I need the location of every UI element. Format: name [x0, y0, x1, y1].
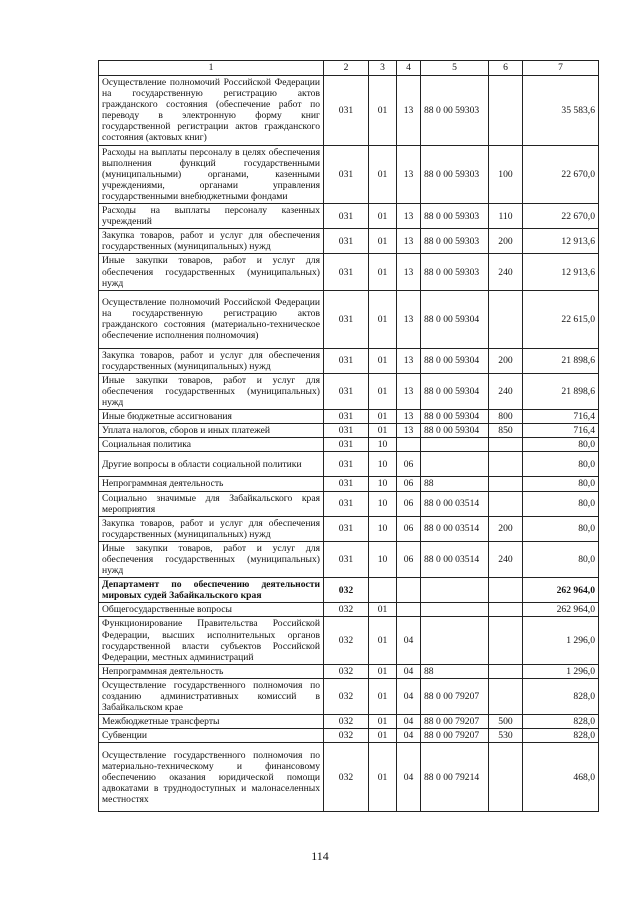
table-row	[99, 229, 599, 254]
amount-cell: 262 964,0	[523, 578, 599, 603]
subsection-code-cell: 13	[397, 76, 421, 146]
section-code-cell: 01	[369, 729, 397, 743]
subsection-code-cell: 04	[397, 715, 421, 729]
table-row	[99, 516, 599, 541]
target-article-cell: 88 0 00 79207	[421, 715, 489, 729]
expense-type-cell: 240	[489, 541, 523, 577]
amount-cell: 80,0	[523, 516, 599, 541]
expense-type-cell	[489, 491, 523, 516]
amount-cell: 80,0	[523, 452, 599, 477]
budget-table	[98, 60, 599, 812]
row-name-cell: Иные закупки товаров, работ и услуг для обеспечения государственных (муниципальных) нужд	[99, 373, 324, 409]
row-name-cell: Закупка товаров, работ и услуг для обеспечения государственных (муниципальных) нужд	[99, 229, 324, 254]
subsection-code-cell: 13	[397, 373, 421, 409]
header-cell-4: 4	[397, 61, 421, 76]
subsection-code-cell: 13	[397, 254, 421, 290]
row-name-cell: Иные закупки товаров, работ и услуг для обеспечения государственных (муниципальных) нужд	[99, 254, 324, 290]
section-code-cell: 01	[369, 617, 397, 664]
row-name-cell: Расходы на выплаты персоналу казенных учреждений	[99, 204, 324, 229]
target-article-cell: 88 0 00 79207	[421, 678, 489, 714]
subsection-code-cell: 04	[397, 743, 421, 812]
ministry-code-cell: 031	[324, 76, 369, 146]
section-code-cell: 01	[369, 76, 397, 146]
target-article-cell: 88 0 00 03514	[421, 491, 489, 516]
subsection-code-cell: 06	[397, 452, 421, 477]
header-cell-2: 2	[324, 61, 369, 76]
amount-cell: 12 913,6	[523, 254, 599, 290]
subsection-code-cell: 13	[397, 204, 421, 229]
row-name-cell: Уплата налогов, сборов и иных платежей	[99, 424, 324, 438]
section-code-cell: 10	[369, 541, 397, 577]
section-code-cell: 10	[369, 438, 397, 452]
section-code-cell: 01	[369, 145, 397, 203]
amount-cell: 22 615,0	[523, 290, 599, 348]
table-row	[99, 743, 599, 812]
table-row	[99, 424, 599, 438]
table-row	[99, 617, 599, 664]
expense-type-cell: 240	[489, 373, 523, 409]
amount-cell: 12 913,6	[523, 229, 599, 254]
row-name-cell: Закупка товаров, работ и услуг для обеспечения государственных (муниципальных) нужд	[99, 348, 324, 373]
expense-type-cell	[489, 578, 523, 603]
target-article-cell: 88 0 00 59304	[421, 348, 489, 373]
table-row	[99, 373, 599, 409]
subsection-code-cell	[397, 438, 421, 452]
section-code-cell: 01	[369, 348, 397, 373]
ministry-code-cell: 031	[324, 348, 369, 373]
ministry-code-cell: 031	[324, 290, 369, 348]
amount-cell: 262 964,0	[523, 603, 599, 617]
expense-type-cell	[489, 678, 523, 714]
table-row	[99, 603, 599, 617]
amount-cell: 80,0	[523, 438, 599, 452]
ministry-code-cell: 031	[324, 229, 369, 254]
ministry-code-cell: 032	[324, 743, 369, 812]
table-row	[99, 541, 599, 577]
subsection-code-cell	[397, 603, 421, 617]
amount-cell: 828,0	[523, 678, 599, 714]
header-cell-1: 1	[99, 61, 324, 76]
row-name-cell: Осуществление государственного полномочия по материально-техническому и финансовому обеспечению оказания юридической помощи адвокатами в труднодоступных и малонаселенных местностях	[99, 743, 324, 812]
expense-type-cell	[489, 438, 523, 452]
section-code-cell: 01	[369, 229, 397, 254]
page-number: 114	[311, 849, 329, 863]
target-article-cell: 88 0 00 03514	[421, 516, 489, 541]
row-name-cell: Осуществление государственного полномочия по созданию административных комиссий в Забайкальском крае	[99, 678, 324, 714]
section-code-cell: 01	[369, 373, 397, 409]
target-article-cell: 88 0 00 79207	[421, 729, 489, 743]
amount-cell: 1 296,0	[523, 617, 599, 664]
amount-cell: 21 898,6	[523, 373, 599, 409]
section-code-cell: 10	[369, 452, 397, 477]
subsection-code-cell: 13	[397, 145, 421, 203]
section-code-cell: 01	[369, 678, 397, 714]
table-row	[99, 76, 599, 146]
row-name-cell: Межбюджетные трансферты	[99, 715, 324, 729]
target-article-cell	[421, 452, 489, 477]
row-name-cell: Осуществление полномочий Российской Федерации на государственную регистрацию актов гражданского состояния (материально-техническое обеспечение исполнения полномочия)	[99, 290, 324, 348]
subsection-code-cell: 06	[397, 477, 421, 491]
row-name-cell: Субвенции	[99, 729, 324, 743]
subsection-code-cell: 04	[397, 617, 421, 664]
table-row	[99, 410, 599, 424]
target-article-cell: 88 0 00 59303	[421, 76, 489, 146]
row-name-cell: Непрограммная деятельность	[99, 664, 324, 678]
target-article-cell: 88	[421, 664, 489, 678]
target-article-cell: 88 0 00 59304	[421, 290, 489, 348]
row-name-cell: Другие вопросы в области социальной политики	[99, 452, 324, 477]
section-code-cell: 01	[369, 715, 397, 729]
section-code-cell: 01	[369, 204, 397, 229]
target-article-cell	[421, 617, 489, 664]
expense-type-cell: 800	[489, 410, 523, 424]
expense-type-cell: 200	[489, 348, 523, 373]
row-name-cell: Общегосударственные вопросы	[99, 603, 324, 617]
target-article-cell: 88	[421, 477, 489, 491]
amount-cell: 468,0	[523, 743, 599, 812]
section-code-cell: 01	[369, 424, 397, 438]
ministry-code-cell: 032	[324, 617, 369, 664]
expense-type-cell	[489, 290, 523, 348]
table-row	[99, 254, 599, 290]
table-row	[99, 491, 599, 516]
ministry-code-cell: 031	[324, 491, 369, 516]
table-row	[99, 438, 599, 452]
ministry-code-cell: 031	[324, 438, 369, 452]
amount-cell: 22 670,0	[523, 204, 599, 229]
target-article-cell: 88 0 00 59303	[421, 145, 489, 203]
subsection-code-cell: 13	[397, 348, 421, 373]
expense-type-cell: 110	[489, 204, 523, 229]
ministry-code-cell: 032	[324, 729, 369, 743]
table-row	[99, 578, 599, 603]
amount-cell: 80,0	[523, 491, 599, 516]
ministry-code-cell: 031	[324, 516, 369, 541]
section-code-cell: 01	[369, 664, 397, 678]
row-name-cell: Департамент по обеспечению деятельности мировых судей Забайкальского края	[99, 578, 324, 603]
section-code-cell: 01	[369, 290, 397, 348]
row-name-cell: Социально значимые для Забайкальского края мероприятия	[99, 491, 324, 516]
ministry-code-cell: 031	[324, 424, 369, 438]
subsection-code-cell: 13	[397, 424, 421, 438]
ministry-code-cell: 031	[324, 145, 369, 203]
expense-type-cell	[489, 452, 523, 477]
subsection-code-cell: 13	[397, 410, 421, 424]
row-name-cell: Функционирование Правительства Российской Федерации, высших исполнительных органов государственной власти субъектов Российской Федерации, местных администраций	[99, 617, 324, 664]
table-row	[99, 477, 599, 491]
target-article-cell: 88 0 00 59303	[421, 229, 489, 254]
expense-type-cell: 200	[489, 229, 523, 254]
target-article-cell: 88 0 00 59304	[421, 410, 489, 424]
section-code-cell: 10	[369, 516, 397, 541]
amount-cell: 716,4	[523, 410, 599, 424]
subsection-code-cell: 06	[397, 516, 421, 541]
subsection-code-cell	[397, 578, 421, 603]
expense-type-cell	[489, 76, 523, 146]
expense-type-cell: 240	[489, 254, 523, 290]
expense-type-cell	[489, 664, 523, 678]
ministry-code-cell: 031	[324, 452, 369, 477]
header-cell-3: 3	[369, 61, 397, 76]
expense-type-cell	[489, 603, 523, 617]
amount-cell: 21 898,6	[523, 348, 599, 373]
target-article-cell: 88 0 00 59304	[421, 373, 489, 409]
target-article-cell	[421, 603, 489, 617]
table-row	[99, 729, 599, 743]
table-row	[99, 290, 599, 348]
expense-type-cell	[489, 743, 523, 812]
expense-type-cell: 500	[489, 715, 523, 729]
amount-cell: 22 670,0	[523, 145, 599, 203]
target-article-cell: 88 0 00 59303	[421, 204, 489, 229]
table-row	[99, 348, 599, 373]
subsection-code-cell: 04	[397, 678, 421, 714]
row-name-cell: Непрограммная деятельность	[99, 477, 324, 491]
target-article-cell: 88 0 00 59304	[421, 424, 489, 438]
target-article-cell	[421, 438, 489, 452]
amount-cell: 716,4	[523, 424, 599, 438]
expense-type-cell	[489, 477, 523, 491]
ministry-code-cell: 032	[324, 678, 369, 714]
header-cell-7: 7	[523, 61, 599, 76]
section-code-cell: 10	[369, 477, 397, 491]
ministry-code-cell: 031	[324, 541, 369, 577]
ministry-code-cell: 031	[324, 477, 369, 491]
amount-cell: 1 296,0	[523, 664, 599, 678]
table-row	[99, 664, 599, 678]
header-cell-6: 6	[489, 61, 523, 76]
amount-cell: 35 583,6	[523, 76, 599, 146]
header-cell-5: 5	[421, 61, 489, 76]
ministry-code-cell: 032	[324, 715, 369, 729]
subsection-code-cell: 04	[397, 664, 421, 678]
row-name-cell: Социальная политика	[99, 438, 324, 452]
expense-type-cell: 530	[489, 729, 523, 743]
section-code-cell: 01	[369, 410, 397, 424]
row-name-cell: Закупка товаров, работ и услуг для обеспечения государственных (муниципальных) нужд	[99, 516, 324, 541]
table-row	[99, 678, 599, 714]
ministry-code-cell: 031	[324, 254, 369, 290]
table-row	[99, 204, 599, 229]
amount-cell: 828,0	[523, 729, 599, 743]
table-row	[99, 145, 599, 203]
target-article-cell: 88 0 00 03514	[421, 541, 489, 577]
ministry-code-cell: 031	[324, 204, 369, 229]
expense-type-cell: 850	[489, 424, 523, 438]
ministry-code-cell: 032	[324, 603, 369, 617]
subsection-code-cell: 04	[397, 729, 421, 743]
section-code-cell: 01	[369, 603, 397, 617]
section-code-cell: 01	[369, 254, 397, 290]
section-code-cell: 01	[369, 743, 397, 812]
amount-cell: 828,0	[523, 715, 599, 729]
subsection-code-cell: 13	[397, 290, 421, 348]
row-name-cell: Иные закупки товаров, работ и услуг для обеспечения государственных (муниципальных) нужд	[99, 541, 324, 577]
subsection-code-cell: 13	[397, 229, 421, 254]
subsection-code-cell: 06	[397, 541, 421, 577]
ministry-code-cell: 032	[324, 578, 369, 603]
section-code-cell: 10	[369, 491, 397, 516]
row-name-cell: Иные бюджетные ассигнования	[99, 410, 324, 424]
table-row	[99, 452, 599, 477]
budget-table-body	[99, 61, 599, 812]
expense-type-cell: 200	[489, 516, 523, 541]
target-article-cell: 88 0 00 79214	[421, 743, 489, 812]
target-article-cell	[421, 578, 489, 603]
target-article-cell: 88 0 00 59303	[421, 254, 489, 290]
expense-type-cell	[489, 617, 523, 664]
section-code-cell	[369, 578, 397, 603]
amount-cell: 80,0	[523, 477, 599, 491]
table-row	[99, 715, 599, 729]
amount-cell: 80,0	[523, 541, 599, 577]
row-name-cell: Осуществление полномочий Российской Федерации на государственную регистрацию актов гражданского состояния (обеспечение работ по переводу в электронную форму книг государственной регистрации актов гражданского состояния (актовых книг)	[99, 76, 324, 146]
table-header-row	[99, 61, 599, 76]
row-name-cell: Расходы на выплаты персоналу в целях обеспечения выполнения функций государственными (муниципальными) органами, казенными учреждениями, органами управления государственными внебюджетными фондами	[99, 145, 324, 203]
ministry-code-cell: 031	[324, 410, 369, 424]
ministry-code-cell: 032	[324, 664, 369, 678]
ministry-code-cell: 031	[324, 373, 369, 409]
subsection-code-cell: 06	[397, 491, 421, 516]
expense-type-cell: 100	[489, 145, 523, 203]
